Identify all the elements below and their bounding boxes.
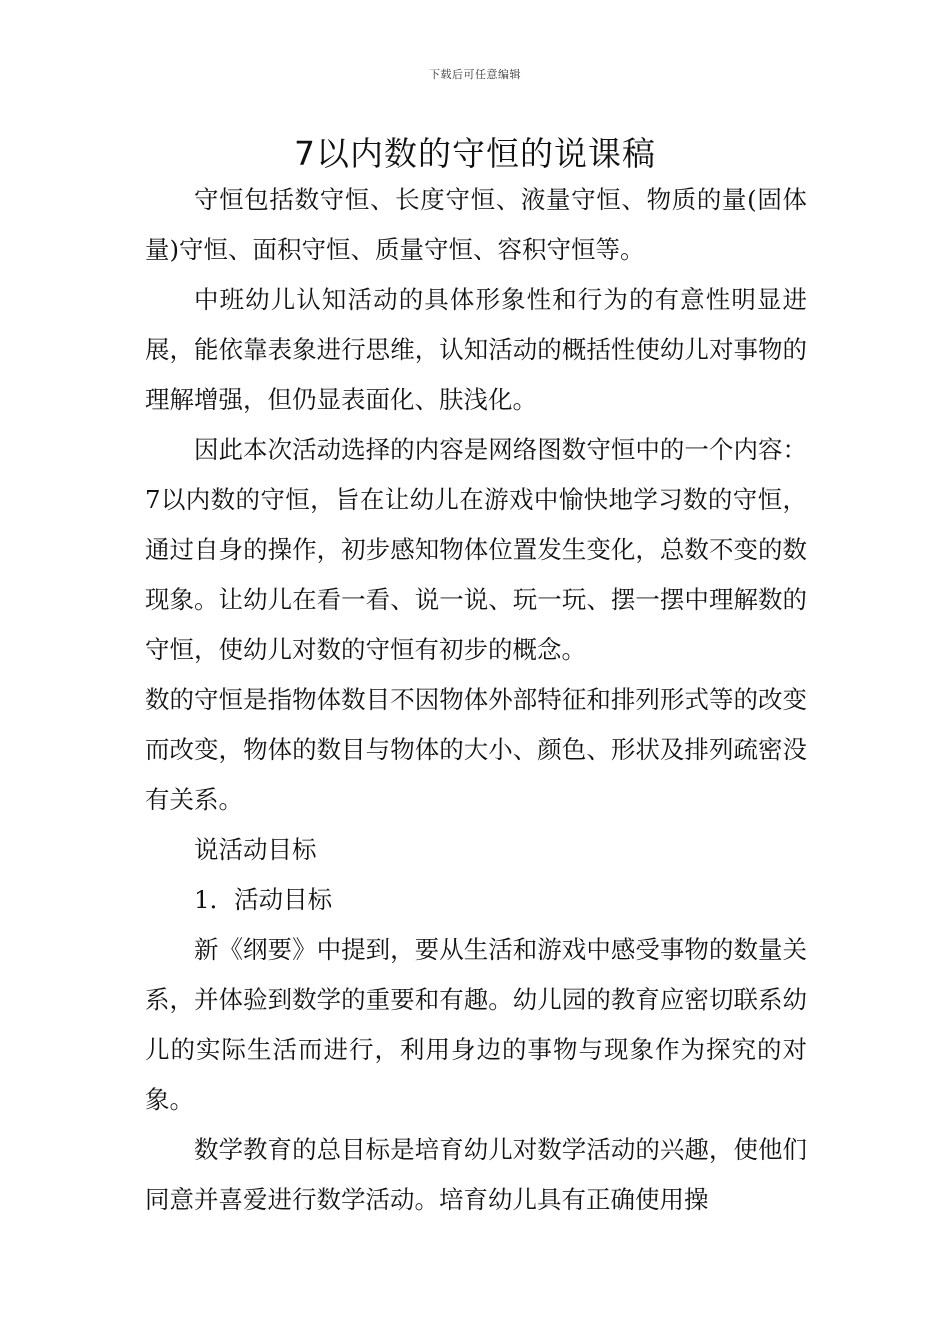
paragraph-conservation-types: 守恒包括数守恒、长度守恒、液量守恒、物质的量(固体量)守恒、面积守恒、质量守恒、容积守恒等。: [145, 185, 807, 264]
paragraph-activity-content: 因此本次活动选择的内容是网络图数守恒中的一个内容：7以内数的守恒，旨在让幼儿在游戏中愉快地学习数的守恒，通过自身的操作，初步感知物体位置发生变化，总数不变的数现象。让幼儿在看一看、说一说、玩一玩、摆一摆中理解数的守恒，使幼儿对数的守恒有初步的概念。: [145, 435, 807, 664]
paragraph-child-cognition: 中班幼儿认知活动的具体形象性和行为的有意性明显进展，能依靠表象进行思维，认知活动的概括性使幼儿对事物的理解增强，但仍显表面化、肤浅化。: [145, 285, 807, 414]
section-heading-activity-goals: 说活动目标: [194, 835, 317, 864]
paragraph-number-conservation-definition: 数的守恒是指物体数目不因物体外部特征和排列形式等的改变而改变，物体的数目与物体的大小、颜色、形状及排列疏密没有关系。: [145, 685, 807, 814]
subheading-activity-goal-1: 1．活动目标: [194, 885, 333, 914]
document-body: [145, 175, 807, 1225]
document-title: 7以内数的守恒的说课稿: [294, 134, 656, 173]
paragraph-guideline: 新《纲要》中提到，要从生活和游戏中感受事物的数量关系，并体验到数学的重要和有趣。幼儿园的教育应密切联系幼儿的实际生活而进行，利用身边的事物与现象作为探究的对象。: [145, 935, 807, 1114]
paragraph-math-education-goal: 数学教育的总目标是培育幼儿对数学活动的兴趣，使他们同意并喜爱进行数学活动。培育幼儿具有正确使用操: [145, 1135, 807, 1214]
header-note: 下载后可任意编辑: [429, 68, 521, 81]
